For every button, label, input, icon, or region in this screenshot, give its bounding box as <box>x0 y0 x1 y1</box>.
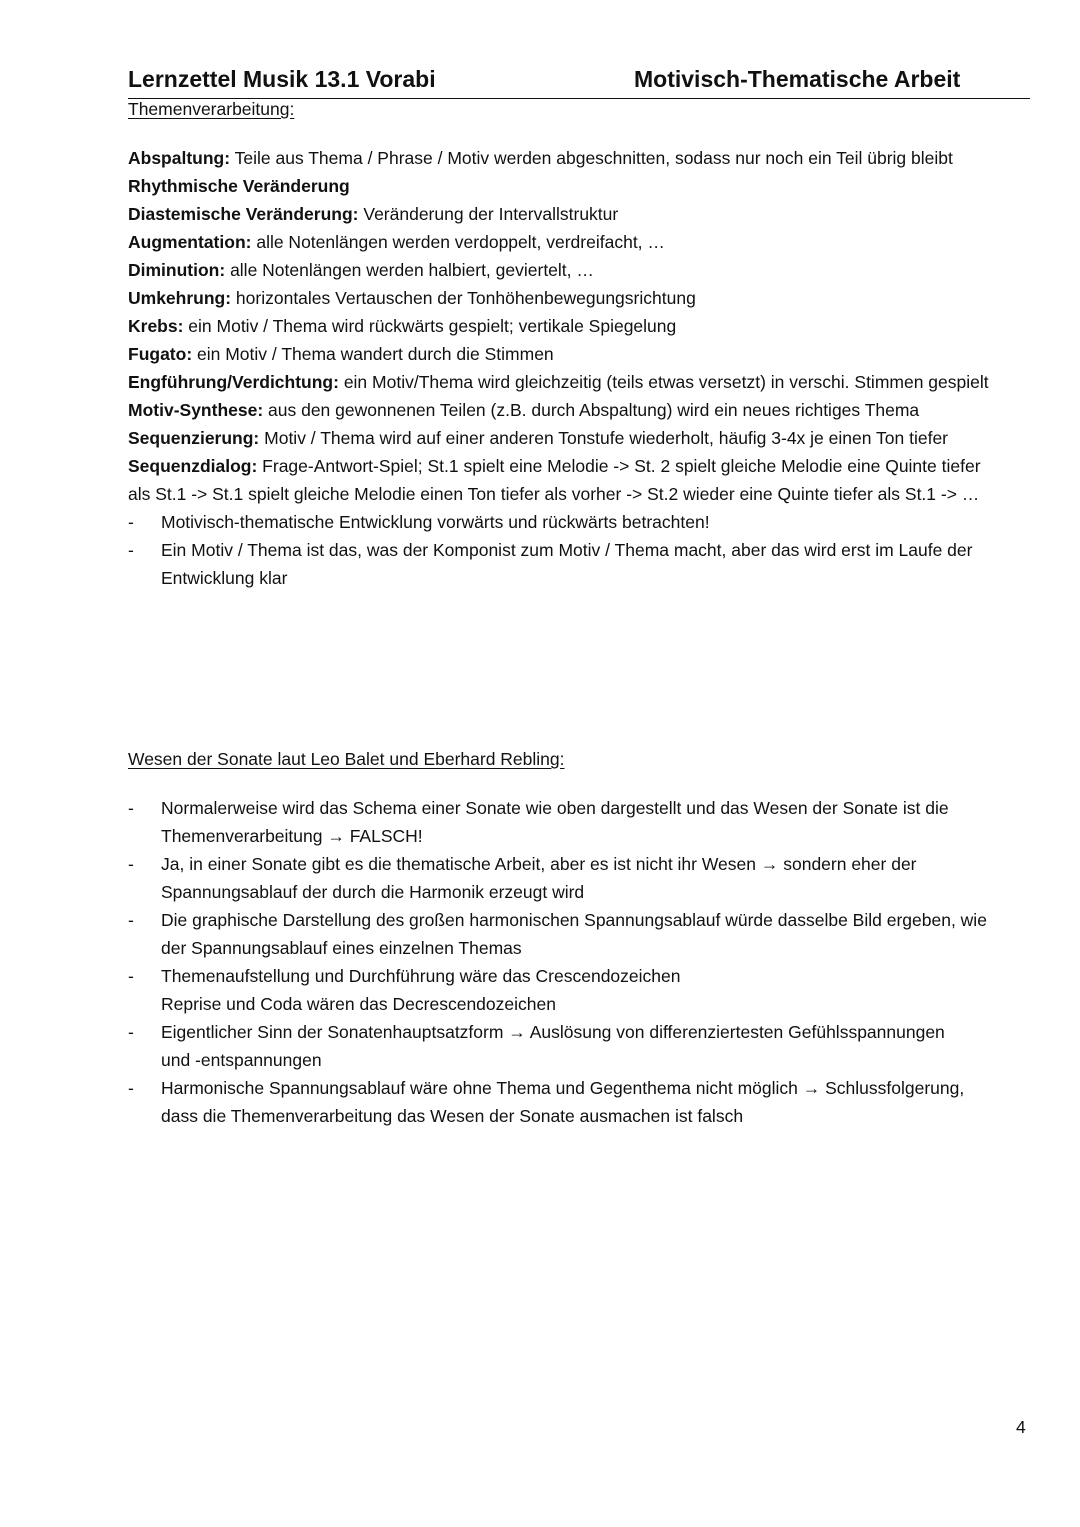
definition-term: Rhythmische Veränderung <box>128 176 350 196</box>
section-heading-themenverarbeitung: Themenverarbeitung: <box>128 99 295 119</box>
bullet-line: Entwicklung klar <box>161 568 288 588</box>
bullet-line: Themenaufstellung und Durchführung wäre das Crescendozeichen <box>161 966 681 986</box>
bullet-text <box>161 1074 1021 1130</box>
bullet-text <box>161 1018 1021 1074</box>
bullet-line: und -entspannungen <box>161 1050 322 1070</box>
definition-term: Augmentation: <box>128 232 252 252</box>
bullet-line: dass die Themenverarbeitung das Wesen der Sonate ausmachen ist falsch <box>161 1106 744 1126</box>
definition-item <box>128 172 1038 200</box>
bullet-list-wesen-der-sonate <box>128 794 1038 1130</box>
bullet-line: Die graphische Darstellung des großen harmonischen Spannungsablauf würde dasselbe Bild ergeben, wie <box>161 910 987 930</box>
definition-item <box>128 256 1038 284</box>
bullet-dash: - <box>128 540 134 560</box>
definition-text: aus den gewonnenen Teilen (z.B. durch Abspaltung) wird ein neues richtiges Thema <box>263 400 920 420</box>
bullet-item <box>128 1018 1038 1074</box>
bullet-item <box>128 906 1038 962</box>
definition-item <box>128 396 1038 424</box>
section-heading-wesen-der-sonate: Wesen der Sonate laut Leo Balet und Eberhard Rebling: <box>128 749 565 769</box>
definition-text: ein Motiv / Thema wandert durch die Stimmen <box>192 344 554 364</box>
definition-item <box>128 228 1038 256</box>
definition-list <box>128 144 1038 508</box>
definition-term: Abspaltung: <box>128 148 231 168</box>
page-number: 4 <box>1016 1417 1026 1437</box>
definition-term: Fugato: <box>128 344 193 364</box>
definition-text: Veränderung der Intervallstruktur <box>358 204 619 224</box>
definition-continuation: als St.1 -> St.1 spielt gleiche Melodie einen Ton tiefer als vorher -> St.2 wieder eine Quinte tiefer als St.1 -> … <box>128 484 980 504</box>
bullet-item <box>128 962 1038 1018</box>
definition-item <box>128 452 1038 480</box>
page-header <box>128 64 1030 99</box>
definition-term: Umkehrung: <box>128 288 232 308</box>
definition-text: ein Motiv / Thema wird rückwärts gespielt; vertikale Spiegelung <box>183 316 677 336</box>
bullet-text <box>161 508 1021 536</box>
bullet-item <box>128 508 1038 536</box>
bullet-item <box>128 794 1038 850</box>
bullet-dash: - <box>128 1078 134 1098</box>
definition-term: Sequenzdialog: <box>128 456 258 476</box>
definition-item <box>128 284 1038 312</box>
bullet-text <box>161 850 1021 906</box>
bullet-list-themenverarbeitung <box>128 508 1038 592</box>
bullet-line: Ein Motiv / Thema ist das, was der Komponist zum Motiv / Thema macht, aber das wird erst im Laufe der <box>161 540 973 560</box>
definition-term: Diminution: <box>128 260 226 280</box>
bullet-dash: - <box>128 854 134 874</box>
definition-term: Motiv-Synthese: <box>128 400 264 420</box>
bullet-item <box>128 850 1038 906</box>
bullet-text <box>161 794 1021 850</box>
bullet-line: Normalerweise wird das Schema einer Sonate wie oben dargestellt und das Wesen der Sonate ist die <box>161 798 949 818</box>
definition-text: Motiv / Thema wird auf einer anderen Tonstufe wiederholt, häufig 3-4x je einen Ton tiefer <box>259 428 949 448</box>
bullet-text <box>161 536 1021 592</box>
bullet-text <box>161 906 1021 962</box>
bullet-line: Eigentlicher Sinn der Sonatenhauptsatzform → Auslösung von differenziertesten Gefühlsspannungen <box>161 1022 945 1042</box>
bullet-line: Harmonische Spannungsablauf wäre ohne Thema und Gegenthema nicht möglich → Schlussfolgerung, <box>161 1078 965 1098</box>
bullet-line: Motivisch-thematische Entwicklung vorwärts und rückwärts betrachten! <box>161 512 710 532</box>
bullet-dash: - <box>128 1022 134 1042</box>
document-title: Lernzettel Musik 13.1 Vorabi <box>128 66 436 92</box>
bullet-line: Spannungsablauf der durch die Harmonik erzeugt wird <box>161 882 585 902</box>
bullet-line: Themenverarbeitung → FALSCH! <box>161 826 423 846</box>
definition-text: alle Notenlängen werden verdoppelt, verdreifacht, … <box>251 232 665 252</box>
bullet-text <box>161 962 1021 1018</box>
bullet-dash: - <box>128 966 134 986</box>
definition-term: Engführung/Verdichtung: <box>128 372 339 392</box>
definition-term: Sequenzierung: <box>128 428 260 448</box>
topic-title: Motivisch-Thematische Arbeit <box>634 66 961 92</box>
definition-term: Krebs: <box>128 316 184 336</box>
definition-text: Frage-Antwort-Spiel; St.1 spielt eine Melodie -> St. 2 spielt gleiche Melodie eine Quinte tiefer <box>257 456 981 476</box>
definition-item <box>128 368 1038 396</box>
bullet-line: der Spannungsablauf eines einzelnen Themas <box>161 938 522 958</box>
definition-text: alle Notenlängen werden halbiert, geviertelt, … <box>225 260 594 280</box>
definition-text: Teile aus Thema / Phrase / Motiv werden abgeschnitten, sodass nur noch ein Teil übrig bleibt <box>230 148 953 168</box>
definition-item <box>128 340 1038 368</box>
bullet-item <box>128 536 1038 592</box>
definition-item <box>128 424 1038 452</box>
bullet-dash: - <box>128 512 134 532</box>
definition-item <box>128 200 1038 228</box>
bullet-dash: - <box>128 798 134 818</box>
bullet-line: Ja, in einer Sonate gibt es die thematische Arbeit, aber es ist nicht ihr Wesen → sondern eher der <box>161 854 917 874</box>
bullet-line: Reprise und Coda wären das Decrescendozeichen <box>161 994 556 1014</box>
definition-text: ein Motiv/Thema wird gleichzeitig (teils etwas versetzt) in verschi. Stimmen gespielt <box>338 372 989 392</box>
definition-term: Diastemische Veränderung: <box>128 204 359 224</box>
definition-text: horizontales Vertauschen der Tonhöhenbewegungsrichtung <box>231 288 696 308</box>
definition-item <box>128 312 1038 340</box>
definition-item <box>128 144 1038 172</box>
bullet-dash: - <box>128 910 134 930</box>
bullet-item <box>128 1074 1038 1130</box>
